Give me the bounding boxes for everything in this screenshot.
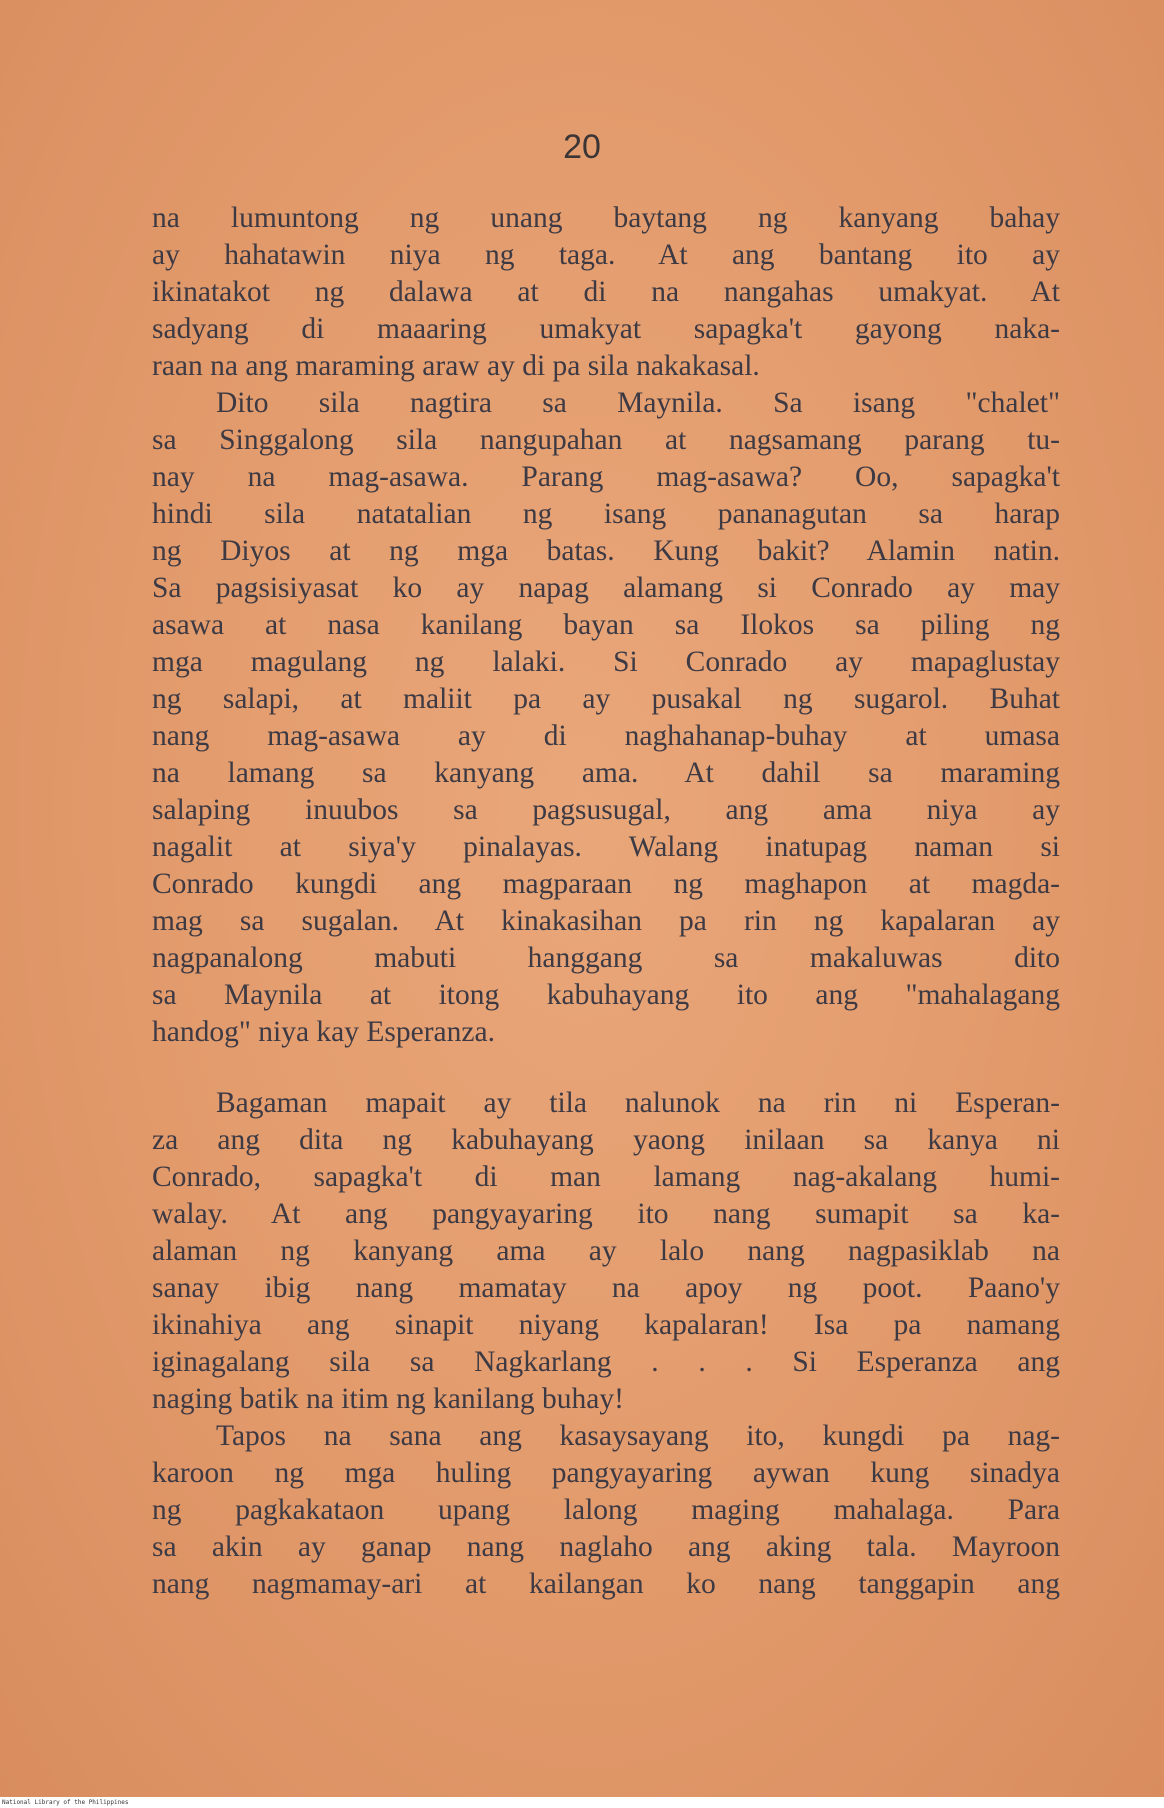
library-credit: National Library of the Philippines [2,1799,129,1806]
text-line: na lamang sa kanyang ama. At dahil sa maraming [152,757,1060,789]
text-line: walay. At ang pangyayaring ito nang sumapit sa ka- [152,1198,1060,1230]
text-line: asawa at nasa kanilang bayan sa Ilokos sa piling ng [152,609,1060,641]
paragraph-gap [152,1051,1060,1085]
text-line: handog" niya kay Esperanza. [152,1016,495,1048]
text-line: ikinatakot ng dalawa at di na nangahas umakyat. At [152,276,1060,308]
text-line: naging batik na itim ng kanilang buhay! [152,1383,624,1415]
text-line: na lumuntong ng unang baytang ng kanyang bahay [152,202,1060,234]
page-number: 20 [563,128,601,166]
paragraph [152,200,1060,385]
text-line: Tapos na sana ang kasaysayang ito, kungdi pa nag- [216,1420,1060,1452]
text-line: Dito sila nagtira sa Maynila. Sa isang "chalet" [216,387,1060,419]
text-line: nang nagmamay-ari at kailangan ko nang tanggapin ang [152,1568,1060,1600]
text-line: Conrado, sapagka't di man lamang nag-akalang humi- [152,1161,1060,1193]
text-line: karoon ng mga huling pangyayaring aywan kung sinadya [152,1457,1060,1489]
text-line: Sa pagsisiyasat ko ay napag alamang si Conrado ay may [152,572,1060,604]
text-line: sanay ibig nang mamatay na apoy ng poot. Paano'y [152,1272,1060,1304]
text-line: iginagalang sila sa Nagkarlang . . . Si Esperanza ang [152,1346,1060,1378]
text-line: Conrado kungdi ang magparaan ng maghapon at magda- [152,868,1060,900]
paragraph [152,385,1060,1051]
text-line: mag sa sugalan. At kinakasihan pa rin ng kapalaran ay [152,905,1060,937]
text-line: hindi sila natatalian ng isang pananagutan sa harap [152,498,1060,530]
body-text [152,200,1060,1603]
text-line: mga magulang ng lalaki. Si Conrado ay mapaglustay [152,646,1060,678]
text-line: ay hahatawin niya ng taga. At ang bantang ito ay [152,239,1060,271]
text-line: sa akin ay ganap nang naglaho ang aking tala. Mayroon [152,1531,1060,1563]
text-line: raan na ang maraming araw ay di pa sila nakakasal. [152,350,760,382]
text-line: sadyang di maaaring umakyat sapagka't gayong naka- [152,313,1060,345]
text-line: salaping inuubos sa pagsusugal, ang ama niya ay [152,794,1060,826]
text-line: Bagaman mapait ay tila nalunok na rin ni Esperan- [216,1087,1060,1119]
text-line: nay na mag-asawa. Parang mag-asawa? Oo, sapagka't [152,461,1060,493]
text-line: nang mag-asawa ay di naghahanap-buhay at umasa [152,720,1060,752]
text-line: ng Diyos at ng mga batas. Kung bakit? Alamin natin. [152,535,1060,567]
text-line: ng salapi, at maliit pa ay pusakal ng sugarol. Buhat [152,683,1060,715]
text-line: ng pagkakataon upang lalong maging mahalaga. Para [152,1494,1060,1526]
text-line: alaman ng kanyang ama ay lalo nang nagpasiklab na [152,1235,1060,1267]
text-line: za ang dita ng kabuhayang yaong inilaan sa kanya ni [152,1124,1060,1156]
text-line: nagpanalong mabuti hanggang sa makaluwas dito [152,942,1060,974]
text-line: nagalit at siya'y pinalayas. Walang inatupag naman si [152,831,1060,863]
paragraph [152,1085,1060,1418]
text-line: sa Singgalong sila nangupahan at nagsamang parang tu- [152,424,1060,456]
paragraph [152,1418,1060,1603]
text-line: sa Maynila at itong kabuhayang ito ang "mahalagang [152,979,1060,1011]
text-line: ikinahiya ang sinapit niyang kapalaran! Isa pa namang [152,1309,1060,1341]
